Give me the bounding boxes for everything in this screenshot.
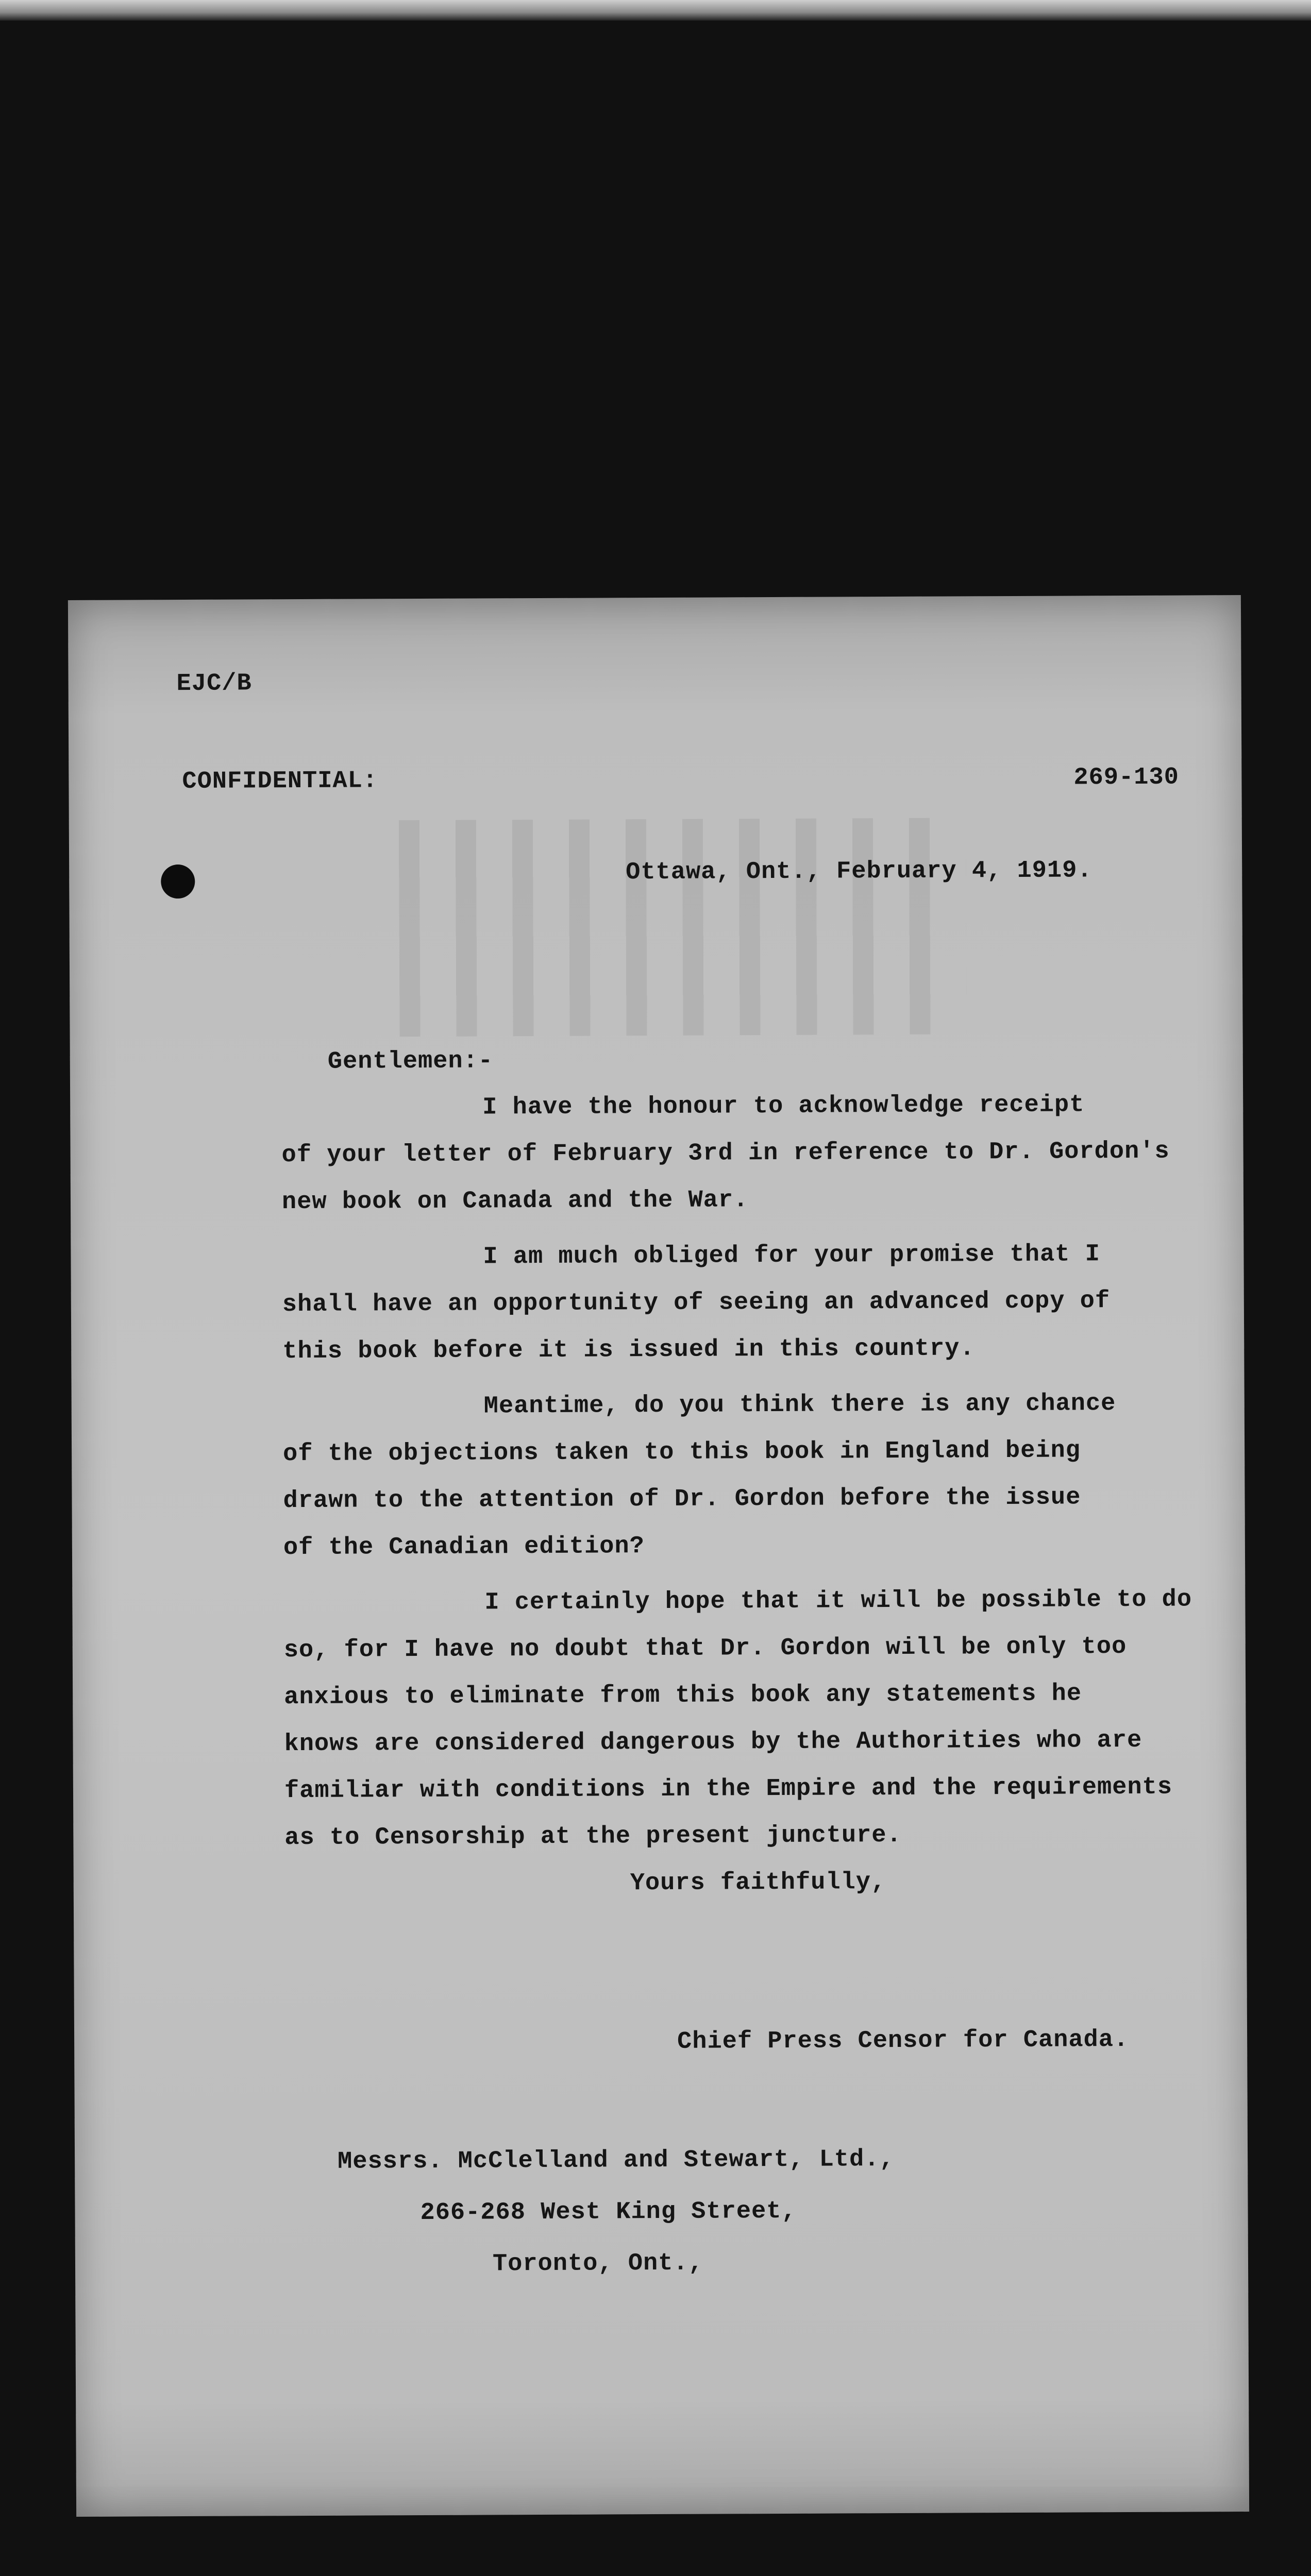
signature-title: Chief Press Censor for Canada. xyxy=(677,2026,1129,2056)
file-number: 269-130 xyxy=(1073,764,1179,792)
body-line: this book before it is issued in this country. xyxy=(282,1335,975,1366)
body-line: drawn to the attention of Dr. Gordon before the issue xyxy=(283,1484,1081,1515)
letter-page xyxy=(68,595,1249,2517)
body-line: I have the honour to acknowledge receipt xyxy=(482,1091,1085,1122)
salutation: Gentlemen:- xyxy=(327,1047,494,1076)
address-line: 266-268 West King Street, xyxy=(420,2197,797,2227)
body-line: Meantime, do you think there is any chance xyxy=(483,1390,1116,1420)
body-line: knows are considered dangerous by the Authorities who are xyxy=(284,1726,1142,1758)
body-line: so, for I have no doubt that Dr. Gordon will be only too xyxy=(283,1633,1127,1665)
reference-initials: EJC/B xyxy=(176,670,252,698)
body-line: of the objections taken to this book in England being xyxy=(283,1437,1081,1468)
address-line: Messrs. McClelland and Stewart, Ltd., xyxy=(338,2146,895,2176)
body-line: familiar with conditions in the Empire and the requirements xyxy=(284,1773,1173,1805)
punch-hole xyxy=(161,865,195,899)
place-and-date: Ottawa, Ont., February 4, 1919. xyxy=(626,857,1092,887)
film-edge-top xyxy=(0,0,1311,21)
body-line: of your letter of February 3rd in reference to Dr. Gordon's xyxy=(281,1138,1170,1170)
address-line: Toronto, Ont., xyxy=(492,2249,703,2278)
body-line: I certainly hope that it will be possible to do xyxy=(484,1586,1192,1617)
body-line: anxious to eliminate from this book any statements he xyxy=(284,1680,1082,1711)
classification-heading: CONFIDENTIAL: xyxy=(182,767,378,796)
body-line: shall have an opportunity of seeing an advanced copy of xyxy=(282,1287,1111,1319)
body-line: of the Canadian edition? xyxy=(283,1533,645,1562)
complimentary-closing: Yours faithfully, xyxy=(630,1869,886,1897)
faded-stamp-mark xyxy=(399,818,967,1037)
body-line: I am much obliged for your promise that I xyxy=(483,1241,1100,1271)
body-line: as to Censorship at the present juncture. xyxy=(284,1821,902,1852)
body-line: new book on Canada and the War. xyxy=(281,1187,749,1216)
